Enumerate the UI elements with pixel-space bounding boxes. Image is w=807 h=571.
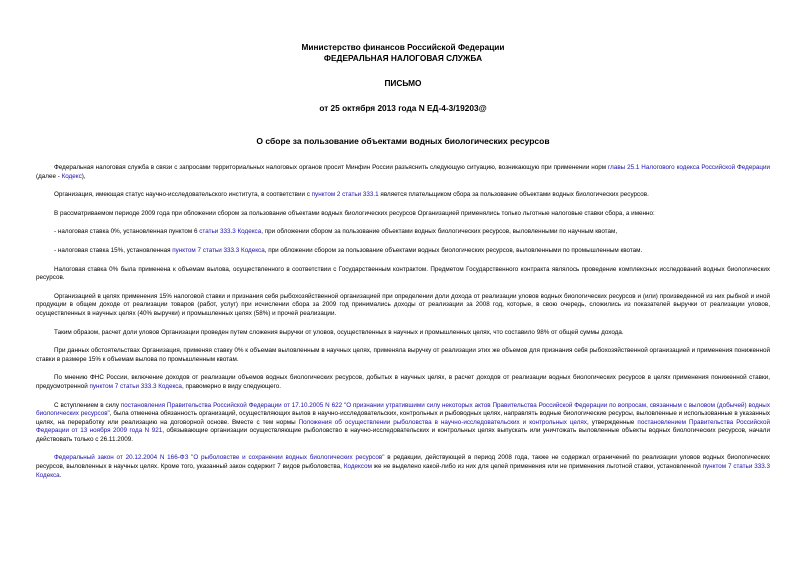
text: , правомерно в виду следующего. [181, 382, 281, 390]
paragraph-4 [36, 228, 770, 237]
text: , обязывающие организации осуществляющие рыболовство в научно-исследовательских и контрольных целях выпускать или уничтожать выловленные объекты водных биологических ресурсов, начали действовать только с 26.11.2009. [36, 427, 770, 443]
text: ), [81, 172, 86, 180]
paragraph-5 [36, 247, 770, 256]
link-p2-st333-1[interactable]: пунктом 2 статьи 333.1 [311, 191, 379, 199]
link-p7-st333-3-b[interactable]: пунктом 7 статьи 333.3 Кодекса [89, 382, 182, 390]
text: . [59, 471, 62, 479]
paragraph-11 [36, 402, 770, 445]
ministry-title: Министерство финансов Российской Федерации [301, 42, 505, 52]
service-title: ФЕДЕРАЛЬНАЯ НАЛОГОВАЯ СЛУЖБА [323, 53, 483, 63]
paragraph-1 [36, 164, 770, 181]
link-chapter-25-1[interactable]: главы 25.1 Налогового кодекса Российской Федерации [608, 164, 770, 171]
text: Организация, имеющая статус научно-исследовательского института, в соответствии с [54, 191, 312, 199]
paragraph-12 [36, 454, 770, 480]
text: в редакции, действующей в период 2008 года, также не содержал ограничений по реализации уловов водных биологических ресурсов, выловленных в научных целях. Кроме того, указанный закон содержит 7 видов рыболовства, [36, 454, 771, 471]
link-kodeksom[interactable]: Кодексом [343, 463, 372, 471]
text: является плательщиком сбора за пользование объектами водных биологических ресурсов. [378, 191, 649, 199]
link-polozhenie[interactable]: Положения об осуществлении рыболовства в научно-исследовательских и контрольных целях [298, 418, 587, 426]
link-kodeks[interactable]: Кодекс [61, 172, 82, 180]
paragraph-6: Налоговая ставка 0% была применена к объемам вылова, осуществленного в соответствии с Государственным контрактом. Предметом Государственного контракта являлось проведение комплексных исследований водных биологических ресурсов. [36, 265, 770, 282]
text: , утвержденные [586, 418, 638, 426]
link-postanovlenie-2009[interactable]: постановлением Правительства Российской Федерации от 13 ноября 2009 года N 921 [36, 418, 770, 435]
document-subject: О сборе за пользование объектами водных биологических ресурсов [256, 136, 550, 146]
text: , при обложении сбором за пользование объектами водных биологических ресурсов, выловленными по промышленным квотам. [264, 246, 643, 254]
link-st333-3[interactable]: статьи 333.3 Кодекса [199, 228, 262, 236]
text: По мнению ФНС России, включение доходов от реализации объемов водных биологических ресурсов, добытых в научных целях, в расчет доходов от реализации водных биологических ресурсов в целях применения пониженной ставки, предусмотренной [36, 374, 770, 390]
text: С вступлением в силу [54, 401, 121, 409]
paragraph-9: При данных обстоятельствах Организация, применяя ставку 0% к объемам выловленным в научных целях, применяла выручку от реализации этих же объемов для признания себя рыбохозяйственной организацией и применения пониженной ставки в размере 15% к объемам вылова по промышленным квотам. [36, 347, 770, 363]
text: - налоговая ставка 0%, установленная пунктом 6 [54, 228, 200, 236]
text: (далее - [36, 172, 62, 180]
document-type: ПИСЬМО [384, 78, 422, 88]
text: же не выделено какой-либо из них для целей применения или не применения льготной ставки, установленной [371, 463, 703, 471]
text: Федеральная налоговая служба в связи с запросами территориальных налоговых органов просит Минфин России разъяснить следующую ситуацию, возникающую при применении норм [54, 164, 608, 171]
link-fz-166[interactable]: Федеральный закон от 20.12.2004 N 166-ФЗ "О рыболовстве и сохранении водных биологических ресурсов" [54, 454, 385, 462]
document-page [36, 42, 770, 490]
paragraph-7: Организацией в целях применения 15% налоговой ставки и признания себя рыбохозяйственной организацией при определении доли дохода от реализации уловов водных биологических ресурсов и (или) произведенной из них рыбной и иной продукции в общем доходе от реализации товаров (работ, услуг) при исчислении сбора за 2009 год принимались доходы от реализации за 2008 год, которые, в свою очередь, сложились из показателей выручки от реализации уловов, осуществленных в научных целях (40% выручки) и промышленных целях (58%) и прочей реализации. [36, 292, 770, 317]
paragraph-3: В рассматриваемом периоде 2009 года при обложении сбором за пользование объектами водных биологических ресурсов Организацией применялись только льготные налоговые ставки сбора, а именно: [54, 209, 655, 217]
paragraph-8: Таким образом, расчет доли уловов Организации проведен путем сложения выручки от уловов, осуществленных в научных и промышленных целях, что составило 98% от общей суммы дохода. [54, 328, 624, 336]
paragraph-10 [36, 374, 770, 391]
text: , была отменена обязанность организаций, осуществляющих вылов в научно-исследовательских, контрольных и рыбоводных целях, направлять водные биологические ресурсы, выловленные и использованные в указанных целях, на переработку или реализацию на договорной основе. Вместе с тем нормы [36, 410, 771, 426]
link-p7-st333-3[interactable]: пунктом 7 статьи 333.3 Кодекса [172, 246, 265, 254]
document-body [36, 164, 770, 480]
link-postanovlenie-2005[interactable]: постановления Правительства Российской Федерации от 17.10.2005 N 622 "О признании утратившими силу некоторых актов Правительства Российской Федерации по вопросам, связанным с выловом (добычей) водных биологических ресурсов" [36, 401, 770, 418]
link-p7-st333-3-c[interactable]: пунктом 7 статьи 333.3 Кодекса [36, 463, 770, 479]
document-date-number: от 25 октября 2013 года N ЕД-4-3/19203@ [319, 103, 487, 113]
text: , при обложении сбором за пользование объектами водных биологических ресурсов, выловленными по научным квотам, [261, 228, 618, 236]
text: - налоговая ставка 15%, установленная [54, 246, 173, 254]
paragraph-2 [36, 191, 770, 200]
